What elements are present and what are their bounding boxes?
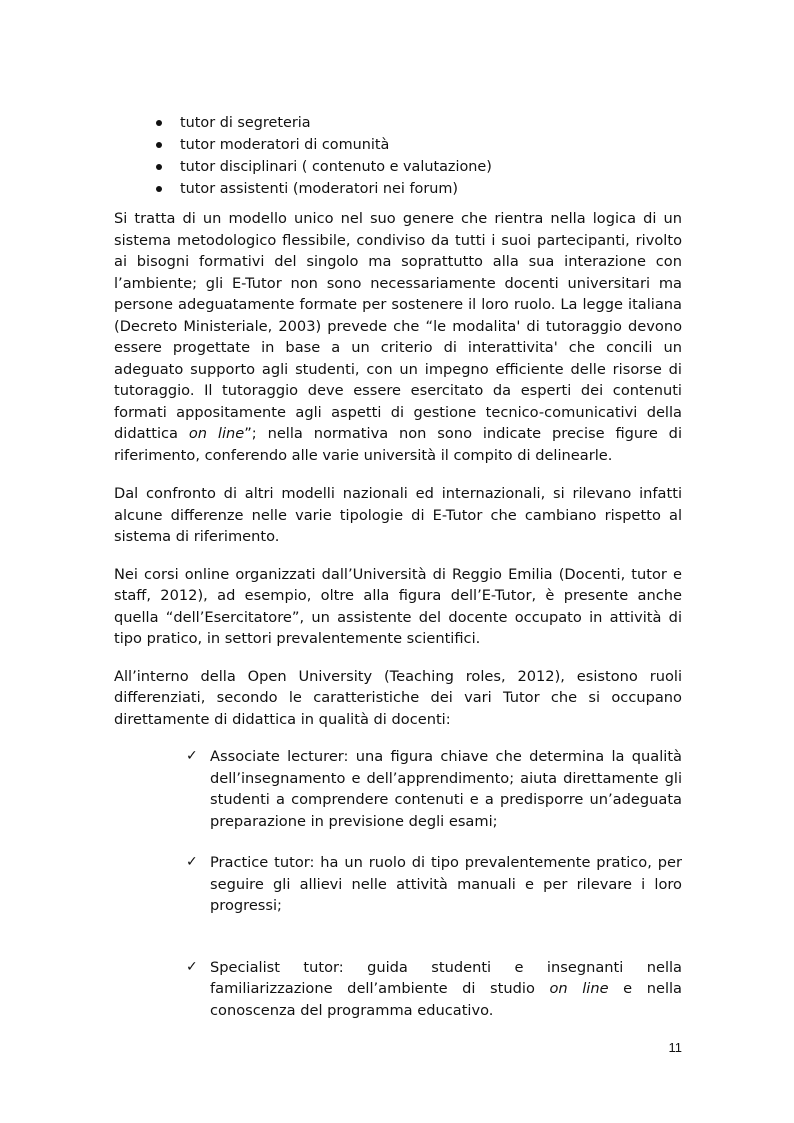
checkmark-icon: ✓ <box>186 854 198 870</box>
bullet-icon <box>156 120 162 126</box>
list-item: tutor assistenti (moderatori nei forum) <box>154 178 682 200</box>
bullet-icon <box>156 164 162 170</box>
paragraph-etutor-model: Si tratta di un modello unico nel suo genere che rientra nella logica di un sistema metodologico flessibile, condiviso da tutti i suoi partecipanti, rivolto ai bisogni formativi del singolo ma soprattutto alla sua interazione con l’ambiente; gli E-Tutor non sono necessariamente docenti universitari ma persone adeguatamente formate per sostenere il loro ruolo. La legge italiana (Decreto Ministeriale, 2003) prevede che “le modalita' di tutoraggio devono essere progettate in base a un criterio di interattivita' che concili un adeguato supporto agli studenti, con un impegno efficiente delle risorse di tutoraggio. Il tutoraggio deve essere esercitato da esperti dei contenuti formati appositamente agli aspetti di gestione tecnico-comunicativi della didattica on line”; nella normativa non sono indicate precise figure di riferimento, conferendo alle varie università il compito di delinearle. <box>114 210 682 464</box>
bullet-icon <box>156 186 162 192</box>
list-item: ✓ Practice tutor: ha un ruolo di tipo prevalentemente pratico, per seguire gli allievi nelle attività manuali e per rilevare i loro progressi; <box>186 854 682 914</box>
paragraph-open-university: All’interno della Open University (Teaching roles, 2012), esistono ruoli differenziati, secondo le caratteristiche dei vari Tutor che si occupano direttamente di didattica in qualità di docenti: <box>114 667 682 728</box>
list-item: ✓ Specialist tutor: guida studenti e insegnanti nella familiarizzazione dell’ambiente di studio on line e nella conoscenza del programma educativo. <box>186 958 683 1019</box>
list-item: ✓ Associate lecturer: una figura chiave che determina la qualità dell’insegnamento e dell’apprendimento; aiuta direttamente gli studenti a comprendere contenuti e a predisporre un’adeguata preparazione in previsione degli esami; <box>186 748 682 830</box>
checkmark-icon: ✓ <box>186 958 198 975</box>
list-item: tutor moderatori di comunità <box>154 134 682 156</box>
paragraph-comparison: Dal confronto di altri modelli nazionali ed internazionali, si rilevano infatti alcune differenze nelle varie tipologie di E-Tutor che cambiano rispetto al sistema di riferimento. <box>114 485 682 545</box>
bullet-icon <box>156 142 162 148</box>
list-item: tutor di segreteria <box>154 112 682 134</box>
checkmark-icon: ✓ <box>186 748 198 764</box>
list-item: tutor disciplinari ( contenuto e valutazione) <box>154 156 682 178</box>
document-page <box>114 112 682 1021</box>
paragraph-reggio-emilia: Nei corsi online organizzati dall’Università di Reggio Emilia (Docenti, tutor e staff, 2012), ad esempio, oltre alla figura dell’E-Tutor, è presente anche quella “dell’Esercitatore”, un assistente del docente occupato in attività di tipo pratico, in settori prevalentemente scientifici. <box>114 565 682 647</box>
page-number: 11 <box>668 1040 682 1055</box>
tutor-types-list <box>154 112 682 200</box>
teaching-roles-list <box>186 746 682 1021</box>
